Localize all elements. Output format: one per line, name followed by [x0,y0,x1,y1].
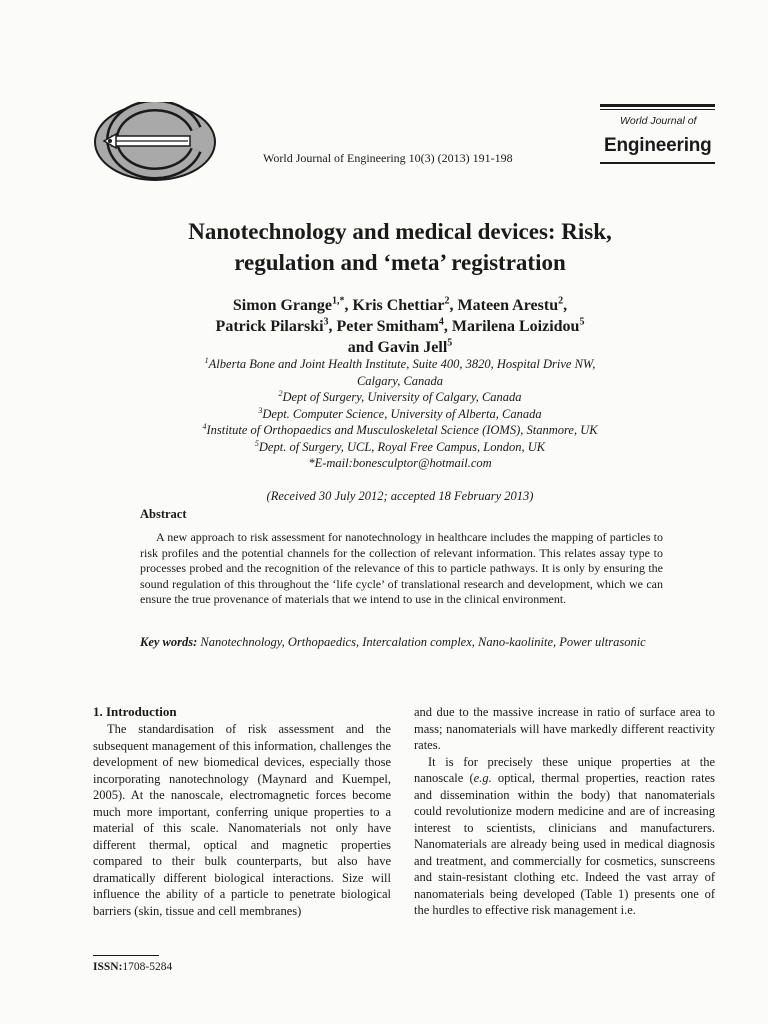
journal-logo [92,102,218,182]
affiliation-mark: 2 [278,388,283,398]
issn [93,961,172,973]
affiliation-mark: 4 [202,421,207,431]
author-separator: , [449,297,458,314]
affiliation-mark: 5 [254,438,259,448]
author-list [100,295,700,358]
abstract-heading: Abstract [140,507,187,521]
affiliation-text: Dept. of Surgery, UCL, Royal Free Campus, London, UK [258,439,546,454]
author-name: and Gavin Jell [347,339,448,356]
affiliation-line [100,356,700,373]
rule-top-thin [600,109,715,110]
rule-top [600,104,715,107]
affiliation-mark: 3 [258,405,263,415]
author-separator: , [328,318,337,335]
abstract-body: A new approach to risk assessment for nanotechnology in healthcare includes the mapping of particles to risk profiles and the potential channels for the collection of relevant information. This relates assay type to processes probed and the recognition of the relevance of this to particle pathways. It is only by ensuring the sound regulation of this throughout the ‘life cycle’ of translational research and development, which we can ensure the true provenance of materials that we intend to use in the clinical environment. [140,530,663,606]
keywords-text: Nanotechnology, Orthopaedics, Intercalation complex, Nano-kaolinite, Power ultrasonic [197,635,646,649]
author-affiliation-mark: 4 [438,316,444,328]
issn-value: 1708-5284 [122,961,173,973]
affiliation-list [100,356,700,472]
author-name: Marilena Loizidou [451,318,580,335]
body-paragraph: The standardisation of risk assessment and the subsequent management of this information, challenges the development of new biomedical devices, especially those incorporating nanotechnology (Maynard and Kuempel, 2005). At the nanoscale, electromagnetic forces become much more important, conferring unique properties to a material of this scale. Nanomaterials not only have different thermal, optical and magnetic properties compared to their bulk counterparts, but also have dramatically different biological interactions. Size will influence the ability of a particle to penetrate biological barriers (skin, tissue and cell membranes) [93,722,391,918]
affiliation-line [100,455,700,472]
author-affiliation-mark: 1,* [332,295,345,307]
author-affiliation-mark: 2 [444,295,450,307]
keywords-label: Key words: [140,635,198,649]
affiliation-line [100,439,700,456]
paper-title [100,216,700,278]
affiliation-line [100,389,700,406]
contact-email: *E-mail:bonesculptor@hotmail.com [308,456,492,470]
journal-name-large: Engineering [604,134,712,156]
keywords [140,634,663,651]
body-column-left [93,721,391,919]
affiliation-text: Alberta Bone and Joint Health Institute, Suite 400, 3820, Hospital Drive NW, [208,357,596,371]
affiliation-text: Dept. Computer Science, University of Alberta, Canada [262,406,542,421]
journal-name-small: World Journal of [620,114,697,127]
issn-label: ISSN: [93,961,123,973]
author-separator: , [563,297,568,314]
author-separator: , [344,297,353,314]
affiliation-line [100,406,700,423]
footer-rule [93,955,159,956]
author-separator: , [443,318,452,335]
paragraph-italic: e.g. [473,771,492,785]
author-name: Simon Grange [232,297,333,314]
author-name: Patrick Pilarski [215,318,324,335]
body-column-right [414,704,715,919]
author-line-3 [100,337,700,358]
affiliation-text: Institute of Orthopaedics and Musculoskeletal Science (IOMS), Stanmore, UK [206,423,598,437]
affiliation-line [100,422,700,439]
author-affiliation-mark: 5 [447,337,453,349]
author-name: Kris Chettiar [352,297,445,314]
journal-name-block [600,104,715,164]
title-line-1: Nanotechnology and medical devices: Risk, [188,219,612,244]
body-paragraph: and due to the massive increase in ratio of surface area to mass; nanomaterials will have markedly different reactivity rates. [414,705,715,752]
body-paragraph [414,754,715,919]
affiliation-line [100,373,700,390]
affiliation-text: Calgary, Canada [356,373,444,388]
author-affiliation-mark: 2 [558,295,564,307]
paragraph-text: optical, thermal properties, reaction rates and dissemination within the body) that nanomaterials could revolutionize modern medicine and are of increasing interest to scientists, clinicians and manufacturers. Nanomaterials are already being used in medical diagnosis and treatment, and commercially for cosmetics, sunscreens and stain-resistant clothing etc. Indeed the vast array of nanomaterials being developed (Table 1) presents one of the hurdles to effective risk management i.e. [414,771,715,917]
title-line-2: regulation and ‘meta’ registration [234,250,566,275]
received-date: (Received 30 July 2012; accepted 18 February 2013) [266,489,534,503]
author-line-2 [100,316,700,337]
section-heading-introduction: 1. Introduction [93,704,177,719]
journal-citation: World Journal of Engineering 10(3) (2013) 191-198 [263,151,513,165]
author-affiliation-mark: 5 [579,316,585,328]
affiliation-mark: 1 [204,355,209,365]
author-name: Peter Smitham [336,318,439,335]
paragraph-text: It is for precisely these unique properties at the nanoscale ( [414,754,715,785]
rule-bottom [600,162,715,165]
author-name: Mateen Arestu [457,297,559,314]
author-line-1 [100,295,700,316]
author-affiliation-mark: 3 [323,316,329,328]
affiliation-text: Dept of Surgery, University of Calgary, Canada [282,390,522,404]
